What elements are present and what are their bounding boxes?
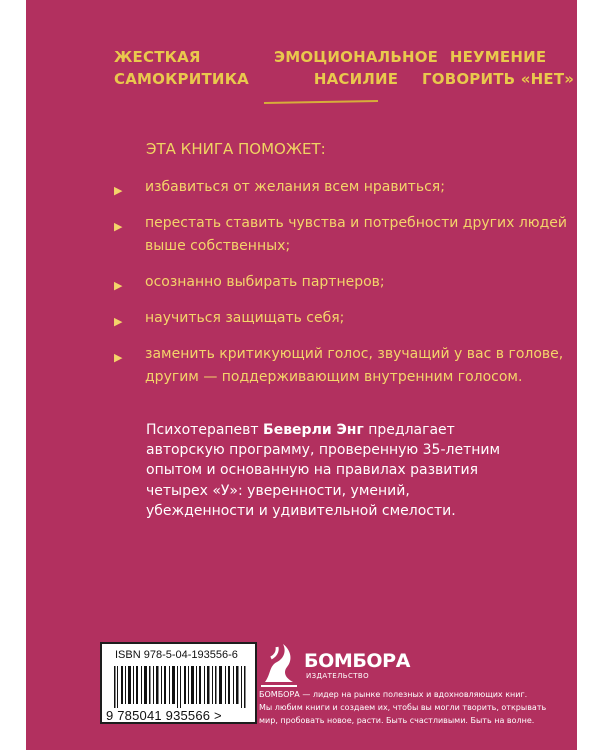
intro-text: Психотерапевт [146,422,264,438]
gold-divider [264,100,378,104]
topic-line: ГОВОРИТЬ «НЕТ» [422,70,575,88]
publisher-name: БОМБОРА [304,650,411,672]
publisher-note-line: БОМБОРА — лидер на рынке полезных и вдохновляющих книг. [259,690,528,699]
benefit-list [114,176,577,402]
barcode-number: 9 785041 935566 > [106,708,222,723]
list-item [114,212,577,258]
topic-emotional-abuse [274,46,438,90]
topic-cannot-say-no [422,46,574,90]
topic-line: НАСИЛИЕ [313,70,399,88]
barcode-bars [112,666,248,708]
list-item-text: осознанно выбирать партнеров; [145,274,385,290]
publisher-logo-icon [259,640,299,688]
book-back-cover [26,0,577,750]
list-item-text: избавиться от желания всем нравиться; [145,179,445,195]
list-item-text: заменить критикующий голос, звучащий у вас в голове, другим — поддерживающим внутренним голосом. [145,346,564,385]
topic-line: ЖЕСТКАЯ [114,48,201,66]
triangle-bullet-icon: ▶ [114,279,123,292]
topic-harsh-self-criticism [114,46,249,90]
barcode [100,642,257,724]
triangle-bullet-icon: ▶ [114,315,123,328]
topic-line: САМОКРИТИКА [114,70,249,88]
triangle-bullet-icon: ▶ [114,351,123,364]
publisher-subtitle: ИЗДАТЕЛЬСТВО [306,672,370,680]
triangle-bullet-icon: ▶ [114,220,123,233]
publisher-description [259,688,547,727]
isbn-label: ISBN 978-5-04-193556-6 [115,649,238,661]
list-item [114,343,577,389]
topic-line: ЭМОЦИОНАЛЬНОЕ [274,48,439,66]
author-name: Беверли Энг [263,422,364,438]
list-item-text: перестать ставить чувства и потребности других людей выше собственных; [145,215,567,254]
author-description [146,420,516,521]
triangle-bullet-icon: ▶ [114,184,123,197]
publisher-note-line: мир, пробовать новое, расти. Быть счастливыми. Быть на волне. [259,716,535,725]
publisher-note-line: Мы любим книги и создаем их, чтобы вы могли творить, открывать [259,703,547,712]
intro-text: предлагает авторскую программу, проверенную 35-летним опытом и основанную на правилах развития четырех «У»: уверенности, умений, убежденности и удивительной смелости. [146,422,501,519]
list-item-text: научиться защищать себя; [145,310,345,326]
list-item [114,307,577,330]
list-item [114,271,577,294]
topic-line: НЕУМЕНИЕ [449,48,547,66]
section-title: ЭТА КНИГА ПОМОЖЕТ: [146,140,326,158]
list-item [114,176,577,199]
